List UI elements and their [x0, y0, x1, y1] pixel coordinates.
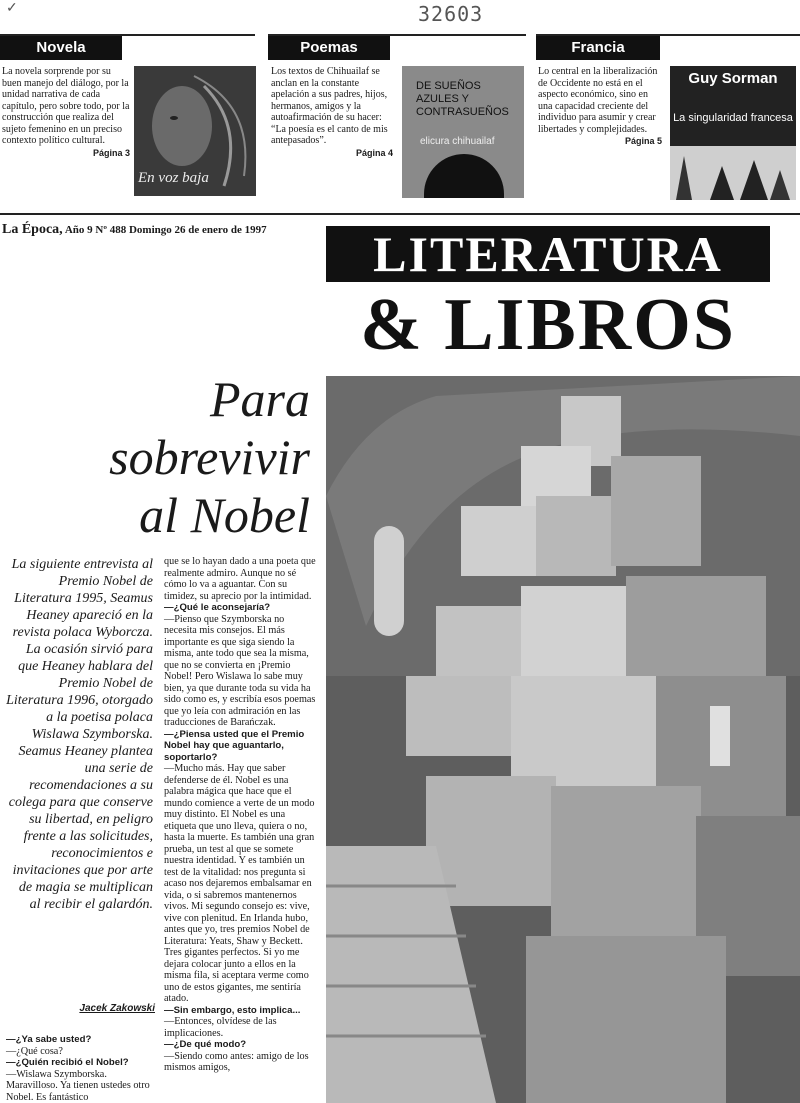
headline-line: sobrevivir: [109, 429, 310, 485]
poemas-cover-image: [402, 66, 524, 198]
article-byline: Jacek Zakowski: [79, 1003, 155, 1014]
interview-column-2: [164, 556, 316, 1074]
teaser-text: Lo central en la liberalización de Occidente no está en el aspecto económico, sino en una capacidad creciente del individuo para asumir y crear libertades y complejidades.: [538, 66, 658, 135]
interview-question: —¿Quién recibió el Nobel?: [6, 1057, 129, 1068]
headline-line: al Nobel: [139, 487, 310, 543]
section-title-libros: & LIBROS: [360, 284, 736, 366]
header-divider: [0, 213, 800, 215]
teaser-francia: [538, 66, 662, 148]
page-ref: Página 3: [92, 147, 130, 158]
teaser-text: La novela sorprende por su buen manejo del diálogo, por la unidad narrativa de cada capítulo, pero sobre todo, por la construcción que realiza del sujeto femenino en un preciso contexto político cultural.: [2, 66, 130, 146]
interview-answer: —¿Qué cosa?: [6, 1045, 63, 1057]
interview-question: —¿De qué modo?: [164, 1039, 247, 1050]
cover-title: DE SUEÑOS AZULES Y CONTRASUEÑOS: [416, 80, 509, 118]
interview-answer: que se lo hayan dado a una poeta que realmente admiro. Aunque no sé cómo lo va a aguantar. Con su timidez, su aprecio por la intimidad.: [164, 556, 316, 602]
interview-answer: —Mucho más. Hay que saber defenderse de él. Nobel es una palabra mágica que hace que el mundo comience a verte de un modo muy distinto. El Nobel es una etiqueta que uno lleva, quiera o no, hasta la muerte. Es también una gran prueba, un test al que se somete nuestra identidad. Y es también un test de la vitalidad: nos pregunta si acaso nos dejaremos embalsamar en vida, o si sabremos mantenernos vivos. Mi segundo consejo es: vive, vive con plenitud. En Irlanda hubo, antes que yo, tres premios Nobel de Literatura: Yeats, Shaw y Beckett. Tres gigantes perfectos. Si yo me dejara colocar junto a ellos en la misma fila, si aceptara verme como uno de estos gigantes, me sentiría atado.: [164, 763, 315, 1004]
francia-cover-image: [670, 66, 796, 200]
article-headline: [10, 370, 310, 544]
interview-answer: —Entonces, olvídese de las implicaciones.: [164, 1016, 277, 1039]
newspaper-name: La Época,: [2, 222, 63, 237]
section-label-poemas: Poemas: [268, 36, 390, 60]
interview-answer: —Siendo como antes: amigo de los mismos amigos,: [164, 1050, 309, 1073]
stacked-cubes-illustration: [326, 376, 800, 1103]
section-label-novela: Novela: [0, 36, 122, 60]
teaser-poemas: [271, 66, 393, 159]
cover-author: elicura chihuailaf: [420, 136, 495, 147]
cathedral-illustration: [670, 146, 796, 200]
interview-question: —Sin embargo, esto implica...: [164, 1004, 301, 1016]
interview-question: —¿Ya sabe usted?: [6, 1034, 92, 1045]
headline-line: Para: [210, 371, 310, 427]
cover-title: La singularidad francesa: [673, 112, 793, 124]
interview-question: —¿Piensa usted que el Premio Nobel hay que aguantarlo, soportarlo?: [164, 728, 305, 763]
cover-author: Guy Sorman: [688, 70, 778, 87]
article-intro: La siguiente entrevista al Premio Nobel de Literatura 1995, Seamus Heaney apareció en la revista polaca Wyborcza. La ocasión sirvió para que Heaney hablara del Premio Nobel de Literatura 1996, otorgado a la poetisa polaca Wislawa Szymborska. Seamus Heaney plantea una serie de recomendaciones a su colega para que conserve su libertad, en peligro frente a las solicitudes, reconocimientos e invitaciones que por arte de magia se multiplican al recibir el galardón.: [6, 557, 153, 912]
interview-question: —¿Qué le aconsejaría?: [164, 602, 271, 613]
teaser-text: Los textos de Chihuailaf se anclan en la constante apelación a sus padres, hijos, hermanos, amigos y la autoafirmación de su hacer: “La poesía es el canto de mis antepasados”.: [271, 66, 388, 146]
page-ref: Página 5: [624, 136, 662, 146]
interview-answer: —Pienso que Szymborska no necesita mis consejos. El más importante es que siga siendo la misma, ante todo que sea la misma, que no se convierta en ¡Premio Nobel! Pero Wislawa lo sabe muy bien, ya que durante toda su vida ha sido como es, y escribía esos poemas que yo leía con admiración en las traducciones de Barańczak.: [164, 613, 316, 728]
teaser-novela: [2, 66, 130, 159]
section-label-francia: Francia: [536, 36, 660, 60]
handwritten-number: 32603: [418, 2, 484, 26]
page-ref: Página 4: [355, 147, 393, 158]
interview-answer: —Wislawa Szymborska. Maravilloso. Ya tienen ustedes otro Nobel. Es fantástico: [6, 1068, 150, 1103]
sculpture-photo: [326, 376, 800, 1103]
masthead: [2, 222, 267, 238]
issue-info: Año 9 Nº 488 Domingo 26 de enero de 1997: [64, 224, 267, 236]
margin-mark: ✓: [6, 1, 18, 16]
section-title-literatura: LITERATURA: [326, 226, 770, 282]
cover-shape: [424, 154, 504, 198]
novela-cover-image: [134, 66, 256, 196]
interview-column-1: [6, 1034, 156, 1103]
cover-title: En voz baja: [138, 170, 209, 186]
